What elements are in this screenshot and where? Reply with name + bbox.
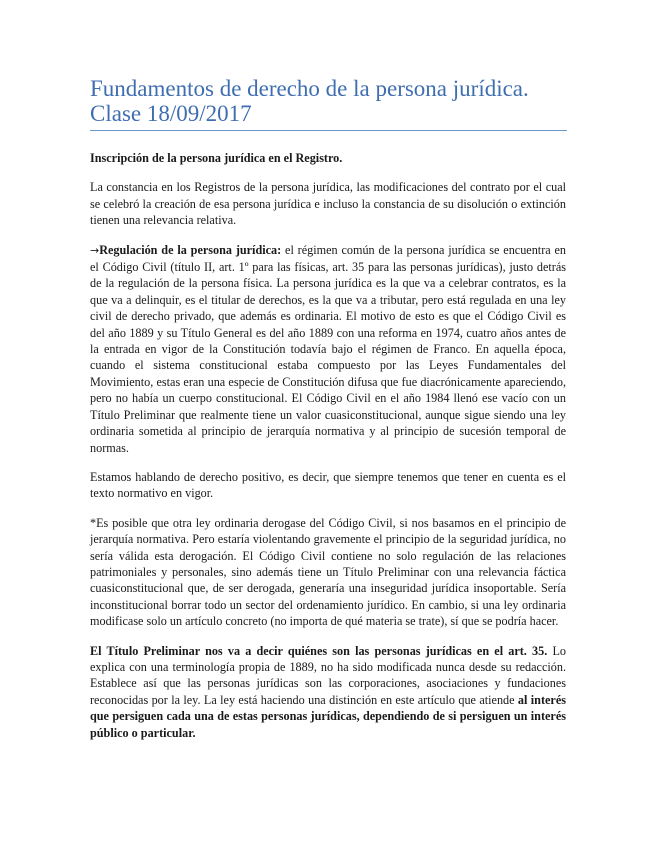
paragraph-2-text: el régimen común de la persona jurídica se encuentra en el Código Civil (título II, art. 1º para las físicas, art. 35 para las personas jurídicas), justo detrás de la regulación de la persona física. La persona jurídica es la que va a celebrar contratos, es la que va a delinquir, es el titular de derechos, es la que va a tributar, pero está regulada en una ley civil de derecho privado, que además es ordinaria. El motivo de esto es que el Código Civil es del año 1889 y su Título General es del año 1889 con una reforma en 1974, cuatro años antes de la entrada en vigor de la Constitución todavía bajo el régimen de Franco. En aquella época, cuando el sistema constitucional estaba compuesto por las Leyes Fundamentales del Movimiento, estas eran una especie de Constitución difusa que fue diacrónicamente apareciendo, pero no había un cuerpo constitucional. El Código Civil en el año 1984 llenó ese vacío con un Título Preliminar que realmente tiene un valor cuasiconstitucional, aunque sigue siendo una ley ordinaria sometida al principio de jerarquía normativa y al principio de sucesión temporal de normas. [90,242,567,455]
paragraph-5-bold-2: al interés que persiguen cada una de estas personas jurídicas, dependiendo de si persiguen un interés público o particular. [90,692,566,740]
document-body [90,150,566,754]
paragraph-5-text: Lo explica con una terminología propia de 1889, no ha sido modificada nunca desde su redacción. Establece así que las personas jurídicas son las corporaciones, asociaciones y fundaciones reconocidas por la ley. La ley está haciendo una distinción en este artículo que atiende [90,643,566,707]
right-arrow-icon: → [90,243,100,257]
paragraph-3: Estamos hablando de derecho positivo, es decir, que siempre tenemos que tener en cuenta es el texto normativo en vigor. [90,469,566,501]
title-line-2: Clase 18/09/2017 [90,101,252,126]
document-title [90,76,570,126]
heading-text: Inscripción de la persona jurídica en el Registro. [90,151,343,165]
paragraph-5 [90,643,566,741]
paragraph-2 [90,242,566,456]
paragraph-5-bold-1: El Título Preliminar nos va a decir quiénes son las personas jurídicas en el art. 35. [90,643,548,658]
section-heading [90,150,566,166]
title-line-1: Fundamentos de derecho de la persona jurídica. [90,76,529,101]
paragraph-4: *Es posible que otra ley ordinaria derogase del Código Civil, si nos basamos en el principio de jerarquía normativa. Pero estaría violentando gravemente el principio de la seguridad jurídica, no sería válida esta derogación. El Código Civil contiene no solo regulación de las relaciones patrimoniales y personales, sino además tiene un Título Preliminar con una relevancia fáctica cuasiconstitucional que, de ser derogada, generaría una inseguridad jurídica insoportable. Sería inconstitucional borrar todo un sector del ordenamiento jurídico. En cambio, si una ley ordinaria modificase solo un artículo concreto (no importa de qué materia se trate), sí que se podría hacer. [90,515,566,629]
paragraph-1: La constancia en los Registros de la persona jurídica, las modificaciones del contrato por el cual se celebró la creación de esa persona jurídica e incluso la constancia de su disolución o extinción tienen una relevancia relativa. [90,180,566,228]
title-divider [90,130,567,131]
paragraph-2-bold: Regulación de la persona jurídica: [99,242,282,257]
